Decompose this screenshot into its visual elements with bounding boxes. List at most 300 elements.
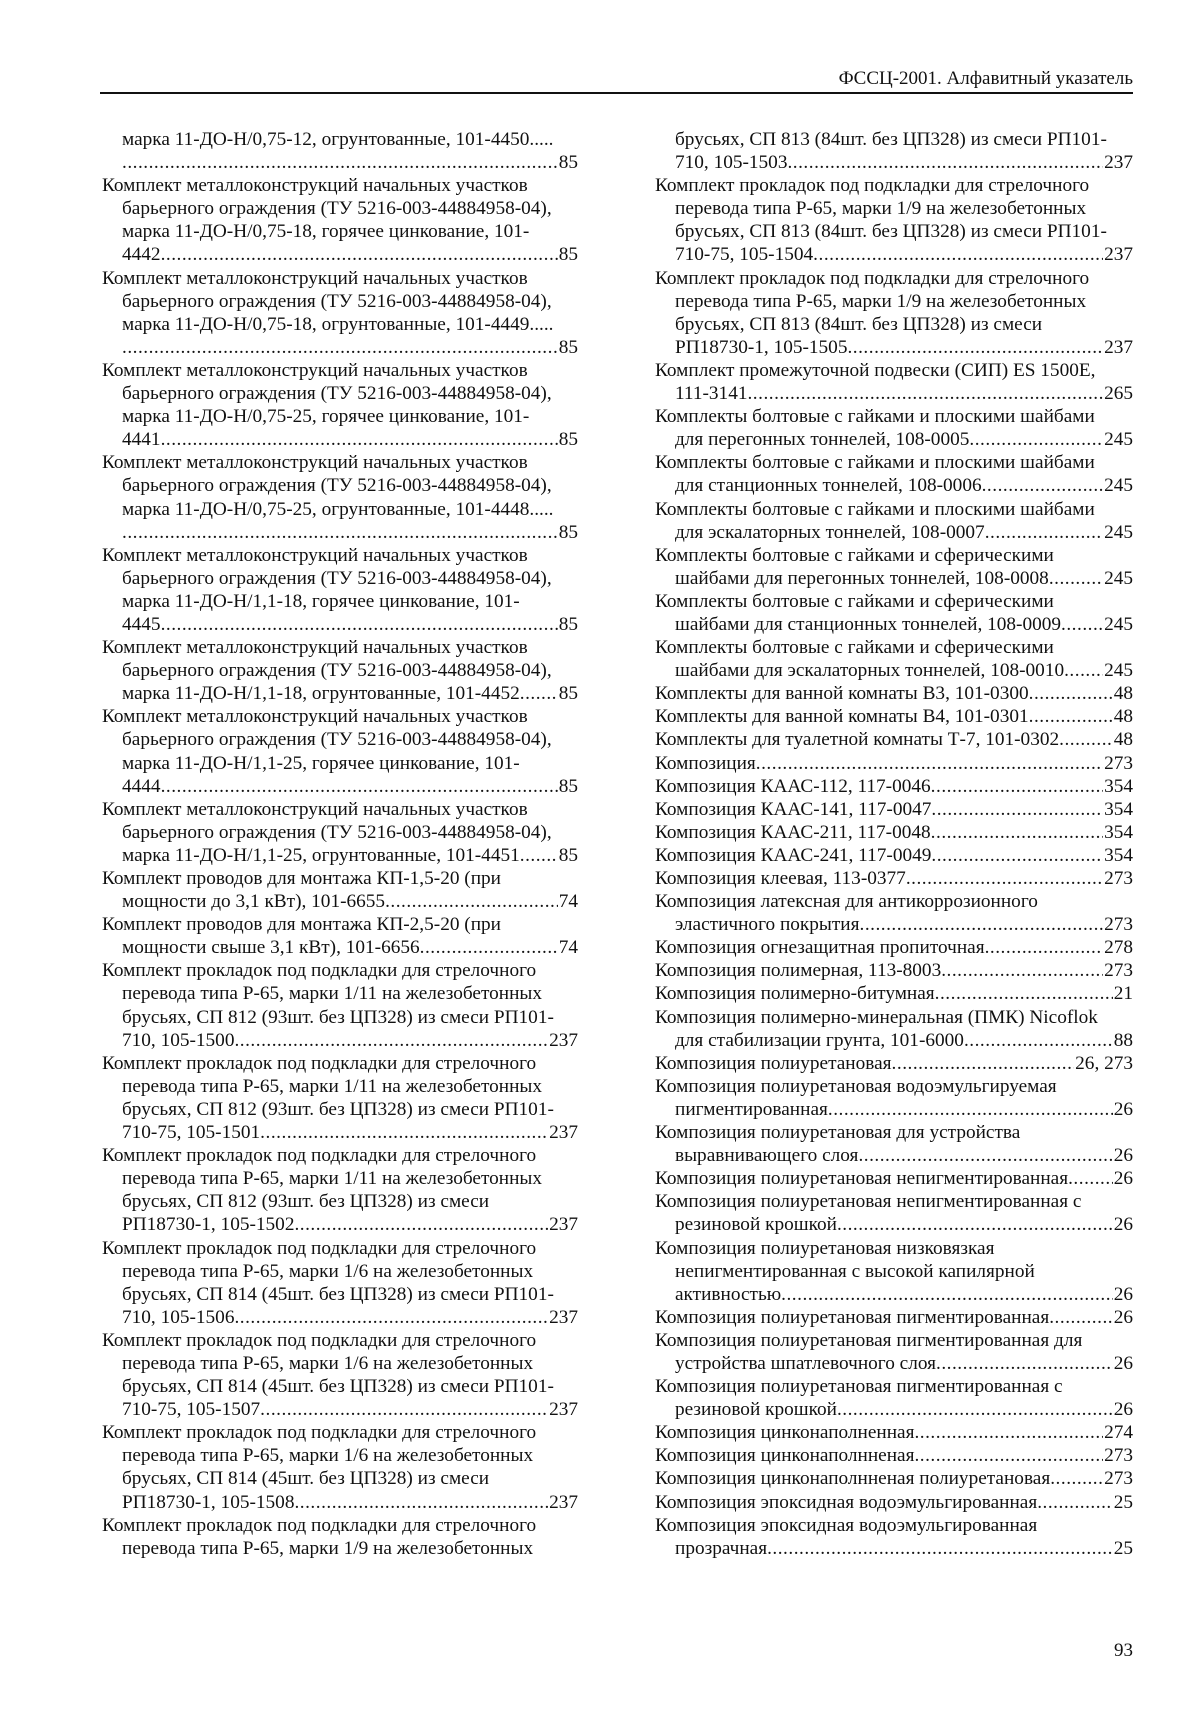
entry-line <box>102 1260 578 1283</box>
index-entry <box>655 1467 1133 1490</box>
entry-line <box>655 359 1133 382</box>
index-entry <box>655 1190 1133 1236</box>
entry-line <box>102 382 578 405</box>
index-entry <box>102 1421 578 1513</box>
entry-text: брусьях, СП 813 (84шт. без ЦП328) из смеси <box>675 313 1043 335</box>
index-entry <box>655 1237 1133 1306</box>
entry-text: Композиция полиуретановая непигментированная с <box>655 1191 1082 1213</box>
entry-line <box>102 867 578 890</box>
entry-text: марка 11-ДО-Н/1,1-25, огрунтованные, 101-4451 <box>122 844 520 866</box>
entry-text: Композиция <box>655 752 756 774</box>
entry-page-ref: 85 <box>558 683 578 705</box>
entry-line <box>102 752 578 775</box>
entry-text: Композиция эпоксидная водоэмульгированная <box>655 1491 1038 1513</box>
entry-text: перевода типа Р-65, марки 1/6 на железобетонных <box>122 1352 534 1374</box>
entry-page-ref: 26 <box>1113 1145 1133 1167</box>
entry-page-ref: 354 <box>1104 844 1133 866</box>
index-entry <box>655 936 1133 959</box>
entry-text: 710-75, 105-1504 <box>675 244 814 266</box>
entry-text: марка 11-ДО-Н/0,75-25, горячее цинкование, 101- <box>122 406 530 428</box>
entry-line <box>655 1375 1133 1398</box>
dot-leader <box>1068 1167 1113 1190</box>
entry-page-ref: 354 <box>1104 821 1133 843</box>
dot-leader <box>781 1283 1113 1306</box>
entry-line <box>655 1306 1133 1329</box>
entry-line <box>102 1190 578 1213</box>
entry-line <box>655 1075 1133 1098</box>
dot-leader <box>936 1352 1113 1375</box>
entry-text: Композиция полиуретановая пигментированная с <box>655 1376 1063 1398</box>
header-title: ФССЦ-2001. Алфавитный указатель <box>838 68 1133 89</box>
entry-text: устройства шпатлевочного слоя <box>675 1352 937 1374</box>
entry-line <box>102 798 578 821</box>
dot-leader <box>1049 1306 1112 1329</box>
entry-page-ref: 237 <box>549 1306 578 1328</box>
entry-text: брусьях, СП 812 (93шт. без ЦП328) из смеси РП101- <box>122 1098 554 1120</box>
entry-line <box>102 821 578 844</box>
entry-line <box>655 1098 1133 1121</box>
index-entry <box>655 636 1133 682</box>
entry-line <box>655 521 1133 544</box>
entry-line <box>102 636 578 659</box>
dot-leader <box>1029 705 1113 728</box>
entry-page-ref: 237 <box>549 1029 578 1051</box>
entry-text: для станционных тоннелей, 108-0006 <box>675 475 982 497</box>
dot-leader <box>161 613 558 636</box>
entry-text: резиновой крошкой <box>675 1214 837 1236</box>
index-entry <box>102 867 578 913</box>
dot-leader <box>982 474 1103 497</box>
entry-text: Комплект металлоконструкций начальных участков <box>102 798 528 820</box>
entry-line <box>655 1144 1133 1167</box>
entry-page-ref: 48 <box>1113 729 1133 751</box>
dot-leader <box>122 336 558 359</box>
entry-line <box>655 913 1133 936</box>
entry-page-ref: 237 <box>549 1399 578 1421</box>
dot-leader <box>858 1144 1112 1167</box>
index-entry <box>102 174 578 266</box>
dot-leader <box>1064 659 1103 682</box>
entry-line <box>102 936 578 959</box>
entry-text: Комплект прокладок под подкладки для стрелочного <box>655 267 1090 289</box>
entry-line <box>102 1121 578 1144</box>
entry-line <box>655 1352 1133 1375</box>
entry-line <box>102 1421 578 1444</box>
dot-leader <box>747 382 1103 405</box>
dot-leader <box>260 1121 548 1144</box>
entry-text: Комплект прокладок под подкладки для стрелочного <box>102 1514 537 1536</box>
entry-text: барьерного ограждения (ТУ 5216-003-44884958-04), <box>122 821 552 843</box>
entry-line <box>102 705 578 728</box>
entry-text: шайбами для станционных тоннелей, 108-0009 <box>675 613 1062 635</box>
index-entry <box>102 1514 578 1560</box>
index-entry <box>655 1514 1133 1560</box>
dot-leader <box>234 1029 548 1052</box>
entry-text: Композиция полимерно-битумная <box>655 983 935 1005</box>
entry-line <box>102 498 578 521</box>
entry-text: барьерного ограждения (ТУ 5216-003-44884958-04), <box>122 567 552 589</box>
dot-leader <box>294 1491 548 1514</box>
entry-line <box>102 1144 578 1167</box>
entry-text: Композиция цинконаполнненая <box>655 1445 915 1467</box>
entry-text: 710-75, 105-1507 <box>122 1399 261 1421</box>
entry-line <box>102 197 578 220</box>
entry-text: Комплекты болтовые с гайками и сферическими <box>655 637 1054 659</box>
entry-text: Комплект металлоконструкций начальных участков <box>102 706 528 728</box>
entry-line <box>102 313 578 336</box>
entry-line <box>102 451 578 474</box>
entry-line <box>102 590 578 613</box>
entry-line <box>655 705 1133 728</box>
dot-leader <box>1037 1491 1113 1514</box>
entry-text: Комплекты болтовые с гайками и сферическими <box>655 544 1054 566</box>
entry-text: Композиция клеевая, 113-0377 <box>655 868 906 889</box>
index-entry <box>102 798 578 867</box>
dot-leader <box>906 867 1103 890</box>
entry-line <box>655 867 1133 890</box>
index-column-right <box>655 128 1133 1560</box>
dot-leader <box>161 428 558 451</box>
entry-line <box>655 1329 1133 1352</box>
dot-leader <box>122 151 558 174</box>
entry-text: Комплект проводов для монтажа КП-2,5-20 (при <box>102 914 501 936</box>
entry-page-ref: 237 <box>549 1491 578 1513</box>
header-divider <box>100 92 1133 94</box>
entry-text: Комплекты болтовые с гайками и плоскими шайбами <box>655 406 1095 428</box>
entry-text: перевода типа Р-65, марки 1/11 на железобетонных <box>122 1168 543 1190</box>
entry-line <box>102 1306 578 1329</box>
entry-line <box>102 428 578 451</box>
index-entry <box>655 1075 1133 1121</box>
entry-page-ref: 26 <box>1113 1283 1133 1305</box>
entry-text: марка 11-ДО-Н/1,1-25, горячее цинкование, 101- <box>122 752 520 774</box>
entry-text: для эскалаторных тоннелей, 108-0007 <box>675 521 985 543</box>
dot-leader <box>931 775 1103 798</box>
entry-text: Композиция полимерная, 113-8003 <box>655 960 942 982</box>
entry-line <box>102 521 578 544</box>
entry-text: Композиция цинконаполнненая полиуретановая <box>655 1468 1051 1490</box>
entry-text: мощности свыше 3,1 кВт), 101-6656 <box>122 937 420 959</box>
entry-page-ref: 85 <box>558 336 578 358</box>
dot-leader <box>935 982 1113 1005</box>
entry-page-ref: 48 <box>1113 706 1133 728</box>
entry-page-ref: 26 <box>1113 1214 1133 1236</box>
entry-line <box>655 1006 1133 1029</box>
dot-leader <box>964 1029 1113 1052</box>
index-entry <box>655 752 1133 775</box>
entry-text: Композиция КААС-141, 117-0047 <box>655 798 932 820</box>
index-entry <box>102 451 578 543</box>
dot-leader <box>520 844 558 867</box>
entry-line <box>655 151 1133 174</box>
dot-leader <box>1050 1467 1103 1490</box>
entry-line <box>655 890 1133 913</box>
entry-text: Комплект прокладок под подкладки для стрелочного <box>102 1052 537 1074</box>
entry-line <box>102 336 578 359</box>
index-entry <box>102 913 578 959</box>
entry-page-ref: 273 <box>1104 960 1133 982</box>
entry-text: 4441 <box>122 429 161 451</box>
entry-text: 710, 105-1500 <box>122 1029 235 1051</box>
entry-text: марка 11-ДО-Н/1,1-18, огрунтованные, 101-4452 <box>122 683 520 705</box>
entry-line <box>655 243 1133 266</box>
entry-line <box>102 267 578 290</box>
index-entry <box>655 890 1133 936</box>
entry-line <box>102 1237 578 1260</box>
entry-line <box>655 728 1133 751</box>
entry-line <box>655 405 1133 428</box>
entry-text: выравнивающего слоя <box>675 1145 859 1167</box>
entry-text: 710-75, 105-1501 <box>122 1122 261 1144</box>
index-entry <box>655 844 1133 867</box>
entry-text: брусьях, СП 813 (84шт. без ЦП328) из смеси РП101- <box>675 221 1107 243</box>
entry-text: мощности до 3,1 кВт), 101-6655 <box>122 891 386 913</box>
entry-text: перевода типа Р-65, марки 1/11 на железобетонных <box>122 983 543 1005</box>
entry-text: РП18730-1, 105-1505 <box>675 336 848 358</box>
entry-line <box>102 290 578 313</box>
entry-line <box>102 220 578 243</box>
entry-line <box>655 775 1133 798</box>
entry-text: Композиция полиуретановая пигментированная для <box>655 1329 1083 1351</box>
index-entry <box>655 267 1133 359</box>
entry-page-ref: 85 <box>558 775 578 797</box>
entry-text: брусьях, СП 813 (84шт. без ЦП328) из смеси РП101- <box>675 129 1107 150</box>
entry-line <box>655 636 1133 659</box>
entry-text: Комплект проводов для монтажа КП-1,5-20 (при <box>102 868 501 889</box>
entry-text: Композиция латексная для антикоррозионного <box>655 891 1038 913</box>
entry-text: 4444 <box>122 775 161 797</box>
entry-line <box>102 1167 578 1190</box>
entry-page-ref: 26 <box>1113 1306 1133 1328</box>
entry-text: марка 11-ДО-Н/0,75-18, горячее цинкование, 101- <box>122 221 530 243</box>
entry-text: барьерного ограждения (ТУ 5216-003-44884958-04), <box>122 290 552 312</box>
entry-line <box>655 1190 1133 1213</box>
entry-page-ref: 245 <box>1104 567 1133 589</box>
entry-text: непигментированная с высокой капилярной <box>675 1260 1035 1282</box>
index-entry <box>655 1444 1133 1467</box>
entry-text: для стабилизации грунта, 101-6000 <box>675 1029 964 1051</box>
entry-text: Композиция полиуретановая низковязкая <box>655 1237 995 1259</box>
entry-line <box>655 821 1133 844</box>
index-entry <box>655 128 1133 174</box>
entry-line <box>655 659 1133 682</box>
entry-page-ref: 74 <box>558 937 578 959</box>
entry-page-ref: 354 <box>1104 775 1133 797</box>
entry-text: пигментированная <box>675 1098 828 1120</box>
entry-page-ref: 278 <box>1104 937 1133 959</box>
entry-text: барьерного ограждения (ТУ 5216-003-44884958-04), <box>122 475 552 497</box>
entry-line <box>102 959 578 982</box>
entry-text: шайбами для перегонных тоннелей, 108-0008 <box>675 567 1049 589</box>
entry-line <box>655 1491 1133 1514</box>
entry-text: Композиция полиуретановая <box>655 1052 892 1074</box>
entry-line <box>655 936 1133 959</box>
entry-page-ref: 237 <box>549 1214 578 1236</box>
entry-line <box>102 128 578 151</box>
entry-text: марка 11-ДО-Н/1,1-18, горячее цинкование, 101- <box>122 590 520 612</box>
entry-text: Композиция КААС-211, 117-0048 <box>655 821 931 843</box>
dot-leader <box>234 1306 548 1329</box>
index-entry <box>655 798 1133 821</box>
index-column-left <box>102 128 578 1560</box>
index-entry <box>102 1052 578 1144</box>
index-entry <box>655 1306 1133 1329</box>
dot-leader <box>860 913 1104 936</box>
entry-text: Композиция КААС-112, 117-0046 <box>655 775 931 797</box>
dot-leader <box>941 959 1103 982</box>
entry-text: Комплекты болтовые с гайками и плоскими шайбами <box>655 452 1095 474</box>
dot-leader <box>385 890 558 913</box>
entry-line <box>655 1398 1133 1421</box>
index-entry <box>655 405 1133 451</box>
entry-text: эластичного покрытия <box>675 914 860 936</box>
entry-line <box>655 798 1133 821</box>
entry-text: Композиция огнезащитная пропиточная <box>655 937 985 959</box>
entry-text: 710, 105-1506 <box>122 1306 235 1328</box>
dot-leader <box>837 1398 1113 1421</box>
dot-leader <box>931 844 1103 867</box>
entry-line <box>102 405 578 428</box>
entry-text: Комплекты для туалетной комнаты Т-7, 101-0302 <box>655 729 1060 751</box>
entry-text: брусьях, СП 812 (93шт. без ЦП328) из смеси <box>122 1191 490 1213</box>
entry-page-ref: 237 <box>1104 244 1133 266</box>
entry-line <box>655 267 1133 290</box>
entry-page-ref: 273 <box>1104 1468 1133 1490</box>
entry-page-ref: 354 <box>1104 798 1133 820</box>
entry-text: для перегонных тоннелей, 108-0005 <box>675 429 970 451</box>
dot-leader <box>985 521 1103 544</box>
entry-line <box>655 1213 1133 1236</box>
entry-text: марка 11-ДО-Н/0,75-12, огрунтованные, 101-4450..... <box>122 129 554 150</box>
dot-leader <box>294 1213 548 1236</box>
entry-page-ref: 274 <box>1104 1422 1133 1444</box>
entry-line <box>102 544 578 567</box>
entry-line <box>102 1375 578 1398</box>
entry-line <box>655 498 1133 521</box>
index-entry <box>655 1421 1133 1444</box>
entry-line <box>102 890 578 913</box>
entry-line <box>655 474 1133 497</box>
entry-line <box>102 1213 578 1236</box>
index-entry <box>655 705 1133 728</box>
entry-text: перевода типа Р-65, марки 1/6 на железобетонных <box>122 1260 534 1282</box>
index-entry <box>655 1375 1133 1421</box>
entry-line <box>102 613 578 636</box>
entry-line <box>655 752 1133 775</box>
index-entry <box>655 1121 1133 1167</box>
entry-line <box>655 590 1133 613</box>
entry-page-ref: 245 <box>1104 429 1133 451</box>
entry-line <box>655 959 1133 982</box>
entry-text: брусьях, СП 812 (93шт. без ЦП328) из смеси РП101- <box>122 1006 554 1028</box>
entry-line <box>102 982 578 1005</box>
entry-line <box>102 243 578 266</box>
entry-text: Комплекты для ванной комнаты В4, 101-0301 <box>655 706 1029 728</box>
entry-text: Композиция эпоксидная водоэмульгированная <box>655 1514 1038 1536</box>
entry-line <box>655 451 1133 474</box>
entry-text: РП18730-1, 105-1502 <box>122 1214 295 1236</box>
index-entry <box>655 728 1133 751</box>
entry-line <box>102 913 578 936</box>
entry-text: Комплект прокладок под подкладки для стрелочного <box>102 1329 537 1351</box>
entry-text: Композиция КААС-241, 117-0049 <box>655 844 932 866</box>
page-number: 93 <box>1114 1640 1133 1661</box>
entry-line <box>102 1052 578 1075</box>
entry-line <box>655 682 1133 705</box>
entry-text: Комплекты болтовые с гайками и плоскими шайбами <box>655 498 1095 520</box>
entry-page-ref: 88 <box>1113 1029 1133 1051</box>
dot-leader <box>161 775 558 798</box>
index-entry <box>102 1329 578 1421</box>
index-entry <box>655 359 1133 405</box>
index-entry <box>655 775 1133 798</box>
index-entry <box>655 1491 1133 1514</box>
index-entry <box>655 1167 1133 1190</box>
entry-page-ref: 25 <box>1113 1537 1133 1559</box>
entry-text: барьерного ограждения (ТУ 5216-003-44884958-04), <box>122 729 552 751</box>
entry-text: Комплект прокладок под подкладки для стрелочного <box>102 1237 537 1259</box>
dot-leader <box>914 1421 1103 1444</box>
entry-line <box>655 1283 1133 1306</box>
index-entry <box>102 1144 578 1236</box>
entry-text: 710, 105-1503 <box>675 152 788 174</box>
index-entry <box>655 174 1133 266</box>
entry-line <box>655 336 1133 359</box>
entry-line <box>102 359 578 382</box>
entry-line <box>102 844 578 867</box>
entry-line <box>102 1467 578 1490</box>
dot-leader <box>914 1444 1103 1467</box>
entry-text: 111-3141 <box>675 383 748 405</box>
entry-line <box>655 1467 1133 1490</box>
entry-text: Комплекты для ванной комнаты В3, 101-0300 <box>655 683 1029 705</box>
entry-text: резиновой крошкой <box>675 1399 837 1421</box>
entry-page-ref: 273 <box>1104 752 1133 774</box>
dot-leader <box>969 428 1103 451</box>
dot-leader <box>787 151 1103 174</box>
entry-line <box>655 1237 1133 1260</box>
entry-text: брусьях, СП 814 (45шт. без ЦП328) из смеси РП101- <box>122 1283 554 1305</box>
entry-text: РП18730-1, 105-1508 <box>122 1491 295 1513</box>
entry-line <box>655 174 1133 197</box>
entry-page-ref: 85 <box>558 244 578 266</box>
dot-leader <box>1059 728 1113 751</box>
entry-text: Комплекты болтовые с гайками и сферическими <box>655 590 1054 612</box>
entry-line <box>102 1352 578 1375</box>
entry-line <box>655 567 1133 590</box>
entry-text: Композиция полиуретановая непигментированная <box>655 1168 1069 1190</box>
entry-page-ref: 273 <box>1104 914 1133 936</box>
entry-page-ref: 26 <box>1113 1352 1133 1374</box>
dot-leader <box>1061 613 1103 636</box>
entry-text: 4442 <box>122 244 161 266</box>
entry-page-ref: 245 <box>1104 475 1133 497</box>
entry-text: 4445 <box>122 613 161 635</box>
entry-page-ref: 237 <box>549 1122 578 1144</box>
entry-text: прозрачная <box>675 1537 768 1559</box>
index-entry <box>655 1052 1133 1075</box>
entry-line <box>102 1075 578 1098</box>
entry-line <box>102 1283 578 1306</box>
entry-line <box>102 728 578 751</box>
entry-line <box>655 1052 1133 1075</box>
entry-line <box>102 1491 578 1514</box>
entry-line <box>102 474 578 497</box>
index-entry <box>102 959 578 1051</box>
entry-text: Комплект металлоконструкций начальных участков <box>102 452 528 474</box>
index-entry <box>655 821 1133 844</box>
entry-line <box>655 844 1133 867</box>
